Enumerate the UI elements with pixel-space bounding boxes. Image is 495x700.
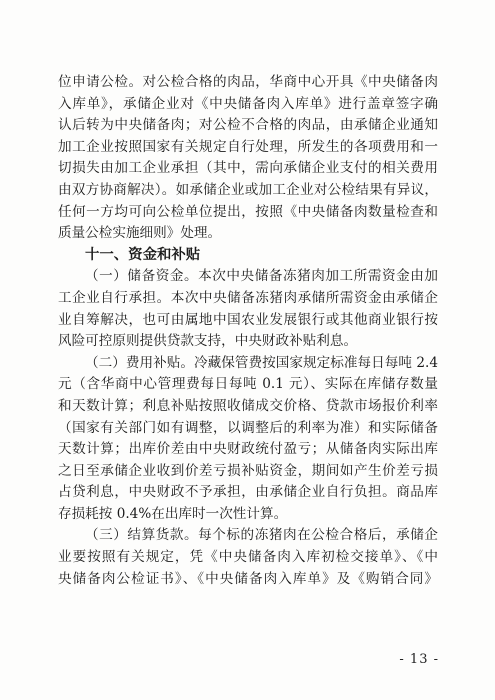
text-line: 业自筹解决，也可由属地中国农业发展银行或其他商业银行按 — [58, 311, 438, 328]
text-line: 央储备肉公检证书》、《中央储备肉入库单》及《购销合同》 — [58, 570, 438, 587]
text-line: 天数计算；出库价差由中央财政统付盈亏；从储备肉实际出库 — [58, 441, 438, 458]
paragraph-first-line: （二）费用补贴。冷藏保管费按国家规定标准每日每吨 2.4 — [85, 354, 438, 371]
text-line: 切损失由加工企业承担（其中，需向承储企业支付的相关费用 — [58, 160, 438, 177]
text-line: 之日至承储企业收到价差亏损补贴资金，期间如产生价差亏损 — [58, 462, 438, 479]
text-line: 位申请公检。对公检合格的肉品，华商中心开具《中央储备肉 — [58, 74, 438, 90]
section-heading: 十一、资金和补贴 — [85, 246, 201, 263]
document-body — [58, 72, 438, 590]
text-line: （国家有关部门如有调整，以调整后的利率为准）和实际储备 — [58, 419, 438, 436]
paragraph-first-line: （一）储备资金。本次中央储备冻猪肉加工所需资金由加 — [85, 268, 438, 285]
text-line: 认后转为中央储备肉；对公检不合格的肉品，由承储企业通知 — [58, 117, 438, 134]
text-line: 任何一方均可向公检单位提出，按照《中央储备肉数量检查和 — [58, 203, 438, 220]
text-line: 质量公检实施细则》处理。 — [58, 225, 222, 242]
text-line: 风险可控原则提供贷款支持，中央财政补贴利息。 — [58, 333, 358, 350]
text-line: 工企业自行承担。本次中央储备冻猪肉承储所需资金由承储企 — [58, 289, 438, 306]
page-number: - 13 - — [399, 652, 439, 667]
text-line: 业要按照有关规定，凭《中央储备肉入库初检交接单》、《中 — [58, 549, 438, 566]
text-line: 占贷利息，中央财政不予承担，由承储企业自行负担。商品库 — [58, 484, 438, 501]
paragraph-first-line: （三）结算货款。每个标的冻猪肉在公检合格后，承储企 — [85, 527, 438, 544]
text-line: 元（含华商中心管理费每日每吨 0.1 元）、实际在库储存数量 — [58, 376, 438, 393]
text-line: 存损耗按 0.4%在出库时一次性计算。 — [58, 505, 288, 522]
text-line: 加工企业按照国家有关规定自行处理，所发生的各项费用和一 — [58, 138, 438, 155]
text-line: 由双方协商解决）。如承储企业或加工企业对公检结果有异议， — [58, 181, 438, 198]
text-line: 入库单》，承储企业对《中央储备肉入库单》进行盖章签字确 — [58, 95, 438, 112]
text-line: 和天数计算；利息补贴按照收储成交价格、贷款市场报价利率 — [58, 397, 438, 414]
